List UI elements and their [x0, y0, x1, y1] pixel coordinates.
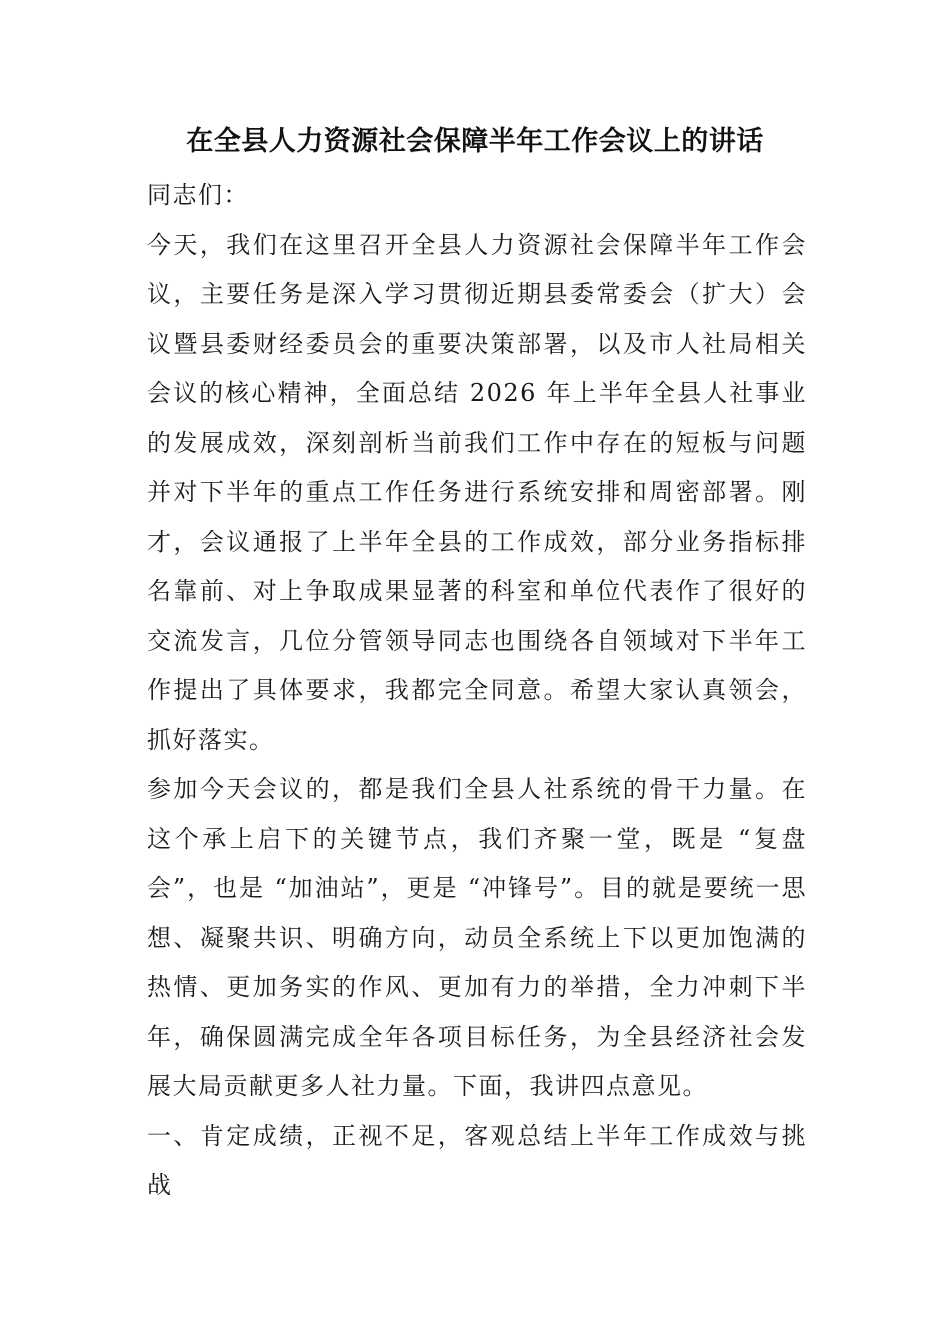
- salutation: 同志们：: [147, 181, 249, 209]
- paragraph-1: 今天，我们在这里召开全县人力资源社会保障半年工作会议，主要任务是深入学习贯彻近期县委常委会（扩大）会议暨县委财经委员会的重要决策部署，以及市人社局相关会议的核心精神，全面总结 2026 年上半年全县人社事业的发展成效，深刻剖析当前我们工作中存在的短板与问题并对下半年的重点工作任务进行系统安排和周密部署。刚才，会议通报了上半年全县的工作成效，部分业务指标排名靠前、对上争取成果显著的科室和单位代表作了很好的交流发言，几位分管领导同志也围绕各自领域对下半年工作提出了具体要求，我都完全同意。希望大家认真领会，抓好落实。: [147, 230, 807, 754]
- document-body: [147, 171, 807, 1211]
- document-title: 在全县人力资源社会保障半年工作会议上的讲话: [186, 126, 764, 157]
- paragraph-2: 参加今天会议的，都是我们全县人社系统的骨干力量。在这个承上启下的关键节点，我们齐聚一堂，既是 “复盘会”，也是 “加油站”，更是 “冲锋号”。目的就是要统一思想、凝聚共识、明确方向，动员全系统上下以更加饱满的热情、更加务实的作风、更加有力的举措，全力冲刺下半年，确保圆满完成全年各项目标任务，为全县经济社会发展大局贡献更多人社力量。下面，我讲四点意见。: [147, 775, 807, 1100]
- section-heading: 一、肯定成绩，正视不足，客观总结上半年工作成效与挑战: [147, 1121, 807, 1199]
